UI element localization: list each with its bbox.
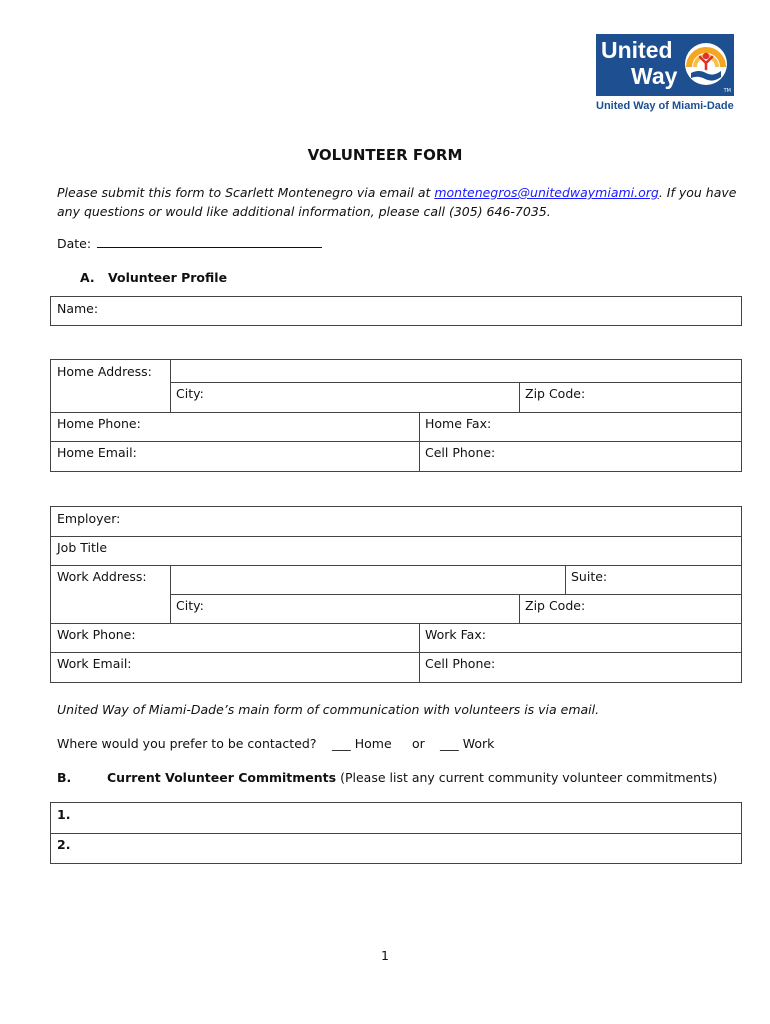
date-label: Date: bbox=[57, 236, 92, 251]
commitment-row-2-label: 2. bbox=[57, 837, 71, 852]
home-fax-label: Home Fax: bbox=[425, 416, 492, 431]
contact-preference bbox=[57, 736, 494, 751]
home-phone-field[interactable] bbox=[51, 412, 419, 441]
date-input-line[interactable] bbox=[97, 235, 322, 248]
home-email-label: Home Email: bbox=[57, 445, 137, 460]
work-address-input[interactable] bbox=[170, 565, 565, 594]
home-contact-table bbox=[50, 359, 742, 472]
intro-paragraph bbox=[57, 183, 757, 221]
contact-email-link[interactable]: montenegros@unitedwaymiami.org bbox=[434, 185, 659, 200]
date-field bbox=[57, 235, 322, 251]
job-title-label: Job Title bbox=[57, 540, 108, 555]
communication-note: United Way of Miami-Dade’s main form of communication with volunteers is via email. bbox=[57, 702, 600, 717]
page-number: 1 bbox=[381, 948, 389, 963]
home-email-field[interactable] bbox=[51, 441, 419, 471]
name-field[interactable] bbox=[51, 297, 741, 325]
home-city-label: City: bbox=[176, 386, 204, 401]
section-a-title: Volunteer Profile bbox=[108, 270, 228, 285]
commitments-table bbox=[50, 802, 742, 864]
work-address-label: Work Address: bbox=[57, 569, 147, 584]
work-city-field[interactable] bbox=[170, 594, 519, 623]
home-fax-field[interactable] bbox=[419, 412, 741, 441]
home-address-field[interactable] bbox=[51, 360, 170, 412]
employment-table bbox=[50, 506, 742, 683]
home-zip-field[interactable] bbox=[519, 382, 741, 412]
cell-phone-field[interactable] bbox=[419, 441, 741, 471]
section-a-heading bbox=[80, 270, 227, 285]
work-option[interactable]: ___ Work bbox=[440, 736, 495, 751]
commitment-row-1[interactable] bbox=[51, 803, 741, 833]
suite-field[interactable] bbox=[565, 565, 741, 594]
work-city-label: City: bbox=[176, 598, 204, 613]
section-b-title: Current Volunteer Commitments bbox=[107, 770, 337, 785]
home-zip-label: Zip Code: bbox=[525, 386, 586, 401]
section-b-letter: B. bbox=[57, 770, 72, 785]
home-option[interactable]: ___ Home bbox=[332, 736, 392, 751]
trademark-mark: TM bbox=[723, 88, 731, 94]
united-way-logo bbox=[596, 34, 734, 96]
or-text: or bbox=[412, 736, 425, 751]
cell-phone-label: Cell Phone: bbox=[425, 445, 496, 460]
intro-text-before: Please submit this form to Scarlett Montenegro via email at bbox=[57, 185, 435, 200]
employer-field[interactable] bbox=[51, 507, 741, 536]
work-cell-phone-field[interactable] bbox=[419, 652, 741, 682]
work-zip-label: Zip Code: bbox=[525, 598, 586, 613]
work-phone-label: Work Phone: bbox=[57, 627, 136, 642]
work-email-label: Work Email: bbox=[57, 656, 132, 671]
work-zip-field[interactable] bbox=[519, 594, 741, 623]
commitment-row-2[interactable] bbox=[51, 833, 741, 863]
logo-line-1: United bbox=[601, 37, 673, 63]
hand-rainbow-person-icon bbox=[683, 41, 729, 87]
section-a-letter: A. bbox=[80, 270, 95, 285]
work-email-field[interactable] bbox=[51, 652, 419, 682]
suite-label: Suite: bbox=[571, 569, 608, 584]
logo-wordmark bbox=[601, 37, 681, 89]
commitment-row-1-label: 1. bbox=[57, 807, 71, 822]
section-b-heading bbox=[57, 770, 717, 785]
name-box bbox=[50, 296, 742, 326]
page-title: VOLUNTEER FORM bbox=[307, 146, 463, 164]
home-phone-label: Home Phone: bbox=[57, 416, 141, 431]
home-address-label: Home Address: bbox=[57, 364, 152, 379]
work-fax-label: Work Fax: bbox=[425, 627, 486, 642]
employer-label: Employer: bbox=[57, 511, 121, 526]
work-address-field[interactable] bbox=[51, 565, 170, 623]
name-label: Name: bbox=[57, 301, 99, 316]
organization-name: United Way of Miami-Dade bbox=[596, 100, 734, 112]
work-fax-field[interactable] bbox=[419, 623, 741, 652]
intro-text-after: . If you have any questions or would like additional information, please call (305) 646-7035. bbox=[57, 185, 737, 219]
contact-question: Where would you prefer to be contacted? bbox=[57, 736, 317, 751]
logo-line-2: Way bbox=[631, 63, 678, 89]
work-cell-phone-label: Cell Phone: bbox=[425, 656, 496, 671]
work-phone-field[interactable] bbox=[51, 623, 419, 652]
section-b-note: (Please list any current community volunteer commitments) bbox=[336, 770, 718, 785]
home-city-field[interactable] bbox=[170, 382, 519, 412]
job-title-field[interactable] bbox=[51, 536, 741, 565]
